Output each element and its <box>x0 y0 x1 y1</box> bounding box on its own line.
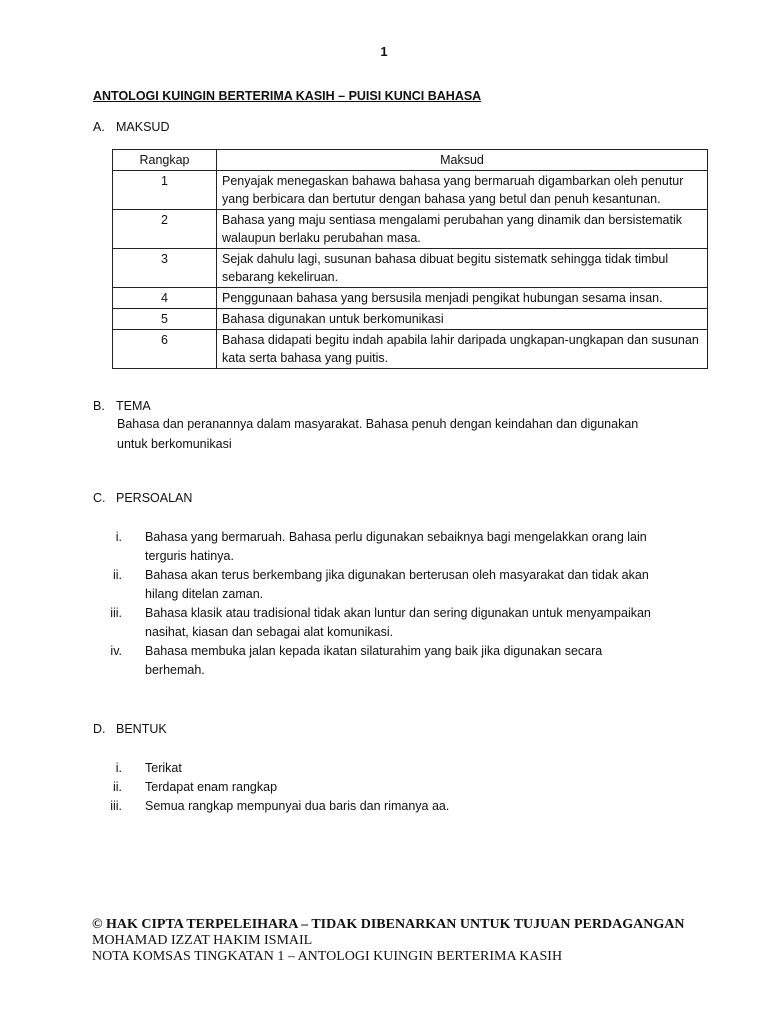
page-footer <box>92 917 692 965</box>
section-d-title: BENTUK <box>116 722 167 736</box>
maksud-cell: Bahasa yang maju sentiasa mengalami perubahan yang dinamik dan bersistematik walaupun berlaku perubahan masa. <box>217 210 708 249</box>
section-b-title: TEMA <box>116 399 151 413</box>
section-d-letter: D. <box>93 722 106 736</box>
list-item-number: ii. <box>112 568 122 582</box>
page-number: 1 <box>380 44 388 59</box>
list-item-text: Bahasa klasik atau tradisional tidak akan luntur dan sering digunakan untuk menyampaikan nasihat, kiasan dan sebagai alat komunikasi. <box>145 606 651 639</box>
persoalan-list <box>100 528 680 680</box>
document-title: ANTOLOGI KUINGIN BERTERIMA KASIH – PUISI KUNCI BAHASA <box>93 89 482 103</box>
list-item-number: iii. <box>110 606 122 620</box>
section-c-title: PERSOALAN <box>116 491 193 505</box>
rangkap-cell: 3 <box>113 249 217 288</box>
maksud-cell: Bahasa digunakan untuk berkomunikasi <box>217 309 708 330</box>
tema-text: Bahasa dan peranannya dalam masyarakat. Bahasa penuh dengan keindahan dan digunakan untuk berkomunikasi <box>117 417 639 451</box>
list-item-text: Semua rangkap mempunyai dua baris dan rimanya aa. <box>145 799 450 813</box>
maksud-cell: Bahasa didapati begitu indah apabila lahir daripada ungkapan-ungkapan dan susunan kata serta bahasa yang puitis. <box>217 330 708 369</box>
section-c-heading <box>93 491 192 505</box>
rangkap-cell: 6 <box>113 330 217 369</box>
list-item-text: Bahasa yang bermaruah. Bahasa perlu digunakan sebaiknya bagi mengelakkan orang lain terguris hatinya. <box>145 530 647 563</box>
list-item-number: i. <box>115 530 122 544</box>
list-item-text: Terikat <box>145 761 182 775</box>
list-item <box>100 604 680 642</box>
rangkap-cell: 2 <box>113 210 217 249</box>
rangkap-cell: 5 <box>113 309 217 330</box>
list-item <box>100 797 680 816</box>
list-item-number: iv. <box>110 644 122 658</box>
list-item-text: Bahasa membuka jalan kepada ikatan silaturahim yang baik jika digunakan secara berhemah. <box>145 644 603 677</box>
maksud-table <box>112 149 708 369</box>
list-item <box>100 759 680 778</box>
table-row <box>113 330 708 369</box>
section-a-letter: A. <box>93 120 105 134</box>
footer-note: NOTA KOMSAS TINGKATAN 1 – ANTOLOGI KUINGIN BERTERIMA KASIH <box>92 949 563 964</box>
list-item <box>100 528 680 566</box>
table-row <box>113 249 708 288</box>
maksud-cell: Sejak dahulu lagi, susunan bahasa dibuat begitu sistematk sehingga tidak timbul sebarang kekeliruan. <box>217 249 708 288</box>
maksud-cell: Penggunaan bahasa yang bersusila menjadi pengikat hubungan sesama insan. <box>217 288 708 309</box>
list-item-number: i. <box>115 761 122 775</box>
rangkap-cell: 1 <box>113 171 217 210</box>
column-header-maksud: Maksud <box>217 150 708 171</box>
section-d-heading <box>93 722 167 736</box>
rangkap-cell: 4 <box>113 288 217 309</box>
section-b-letter: B. <box>93 399 105 413</box>
author-name: MOHAMAD IZZAT HAKIM ISMAIL <box>92 933 313 948</box>
list-item-text: Bahasa akan terus berkembang jika digunakan berterusan oleh masyarakat dan tidak akan hilang ditelan zaman. <box>145 568 649 601</box>
list-item <box>100 778 680 797</box>
list-item <box>100 566 680 604</box>
list-item-text: Terdapat enam rangkap <box>145 780 278 794</box>
column-header-rangkap: Rangkap <box>113 150 217 171</box>
section-a-heading <box>93 120 169 134</box>
list-item-number: ii. <box>112 780 122 794</box>
table-header-row <box>113 150 708 171</box>
copyright-notice: © HAK CIPTA TERPELEIHARA – TIDAK DIBENARKAN UNTUK TUJUAN PERDAGANGAN <box>92 917 685 932</box>
table-row <box>113 288 708 309</box>
list-item-number: iii. <box>110 799 122 813</box>
table-row <box>113 210 708 249</box>
table-row <box>113 171 708 210</box>
section-a-title: MAKSUD <box>116 120 170 134</box>
bentuk-list <box>100 759 680 816</box>
section-c-letter: C. <box>93 491 106 505</box>
table-row <box>113 309 708 330</box>
maksud-cell: Penyajak menegaskan bahawa bahasa yang bermaruah digambarkan oleh penutur yang berbicara dan bertutur dengan bahasa yang betul dan penuh kesantunan. <box>217 171 708 210</box>
section-b-heading <box>93 399 151 413</box>
list-item <box>100 642 680 680</box>
